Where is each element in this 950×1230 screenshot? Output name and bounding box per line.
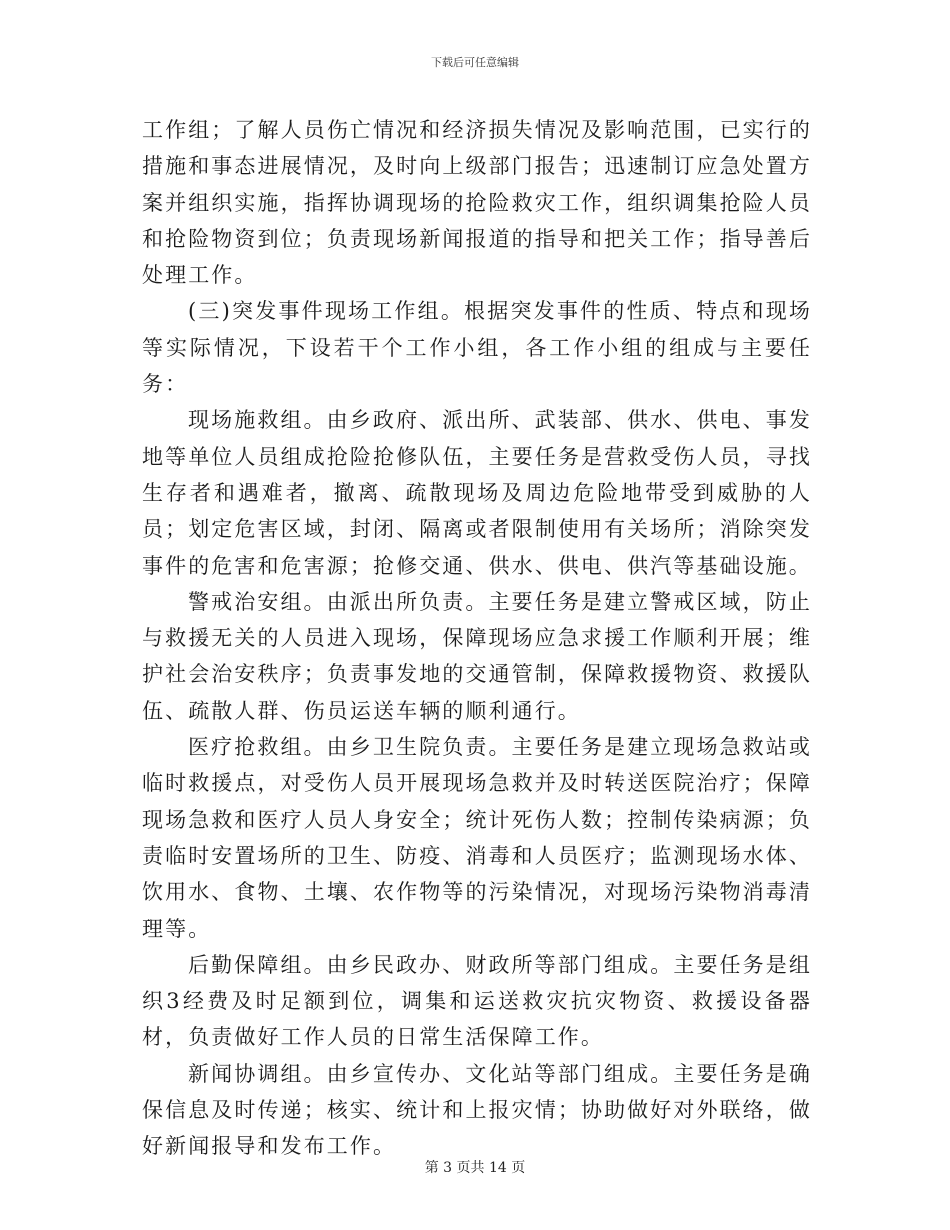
page-number-footer: 第 3 页共 14 页 — [424, 1160, 526, 1176]
paragraph-continuation: 工作组；了解人员伤亡情况和经济损失情况及影响范围，已实行的措施和事态进展情况，及时向上级部门报告；迅速制订应急处置方案并组织实施，指挥协调现场的抢险救灾工作，组织调集抢险人员和抢险物资到位；负责现场新闻报道的指导和把关工作；指导善后处理工作。 — [142, 118, 812, 288]
paragraph-news-group: 新闻协调组。由乡宣传办、文化站等部门组成。主要任务是确保信息及时传递；核实、统计和上报灾情；协助做好对外联络，做好新闻报导和发布工作。 — [142, 1061, 812, 1159]
paragraph-rescue-group: 现场施救组。由乡政府、派出所、武装部、供水、供电、事发地等单位人员组成抢险抢修队伍，主要任务是营救受伤人员，寻找生存者和遇难者，撤离、疏散现场及周边危险地带受到威胁的人员；划定危害区域，封闭、隔离或者限制使用有关场所；消除突发事件的危害和危害源；抢修交通、供水、供电、供汽等基础设施。 — [142, 408, 812, 578]
paragraph-logistics-group: 后勤保障组。由乡民政办、财政所等部门组成。主要任务是组织3经费及时足额到位，调集和运送救灾抗灾物资、救援设备器材，负责做好工作人员的日常生活保障工作。 — [142, 952, 812, 1050]
paragraph-section-3-heading: (三)突发事件现场工作组。根据突发事件的性质、特点和现场等实际情况，下设若干个工作小组，各工作小组的组成与主要任务： — [142, 299, 812, 397]
document-body — [142, 112, 812, 1165]
paragraph-security-group: 警戒治安组。由派出所负责。主要任务是建立警戒区域，防止与救援无关的人员进入现场，保障现场应急求援工作顺利开展；维护社会治安秩序；负责事发地的交通管制，保障救援物资、救援队伍、疏散人群、伤员运送车辆的顺利通行。 — [142, 589, 812, 723]
page-header: 下载后可任意编辑 — [431, 56, 519, 69]
paragraph-medical-group: 医疗抢救组。由乡卫生院负责。主要任务是建立现场急救站或临时救援点，对受伤人员开展现场急救并及时转送医院治疗；保障现场急救和医疗人员人身安全；统计死伤人数；控制传染病源；负责临时安置场所的卫生、防疫、消毒和人员医疗；监测现场水体、饮用水、食物、土壤、农作物等的污染情况，对现场污染物消毒清理等。 — [142, 735, 812, 941]
